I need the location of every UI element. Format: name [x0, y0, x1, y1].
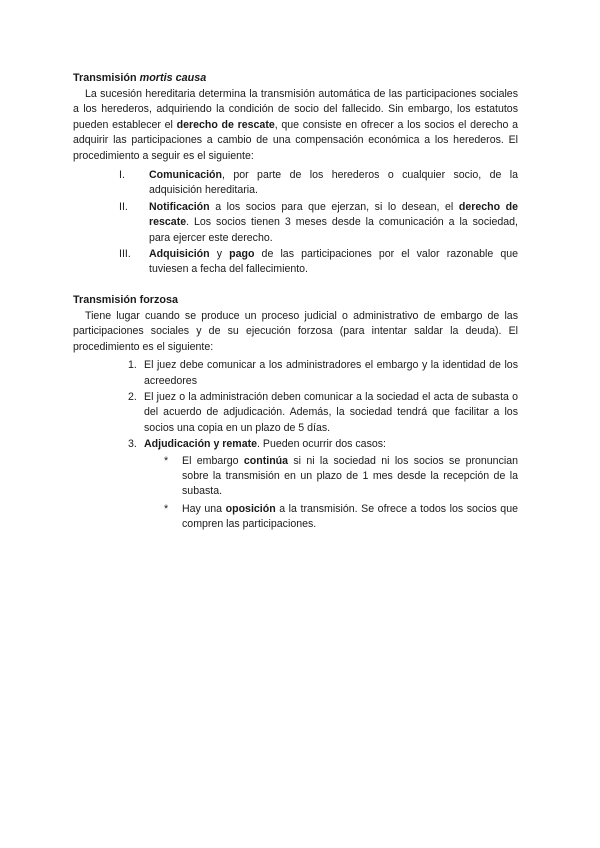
asterisk-bullet: * [164, 454, 169, 467]
item-text: de las participaciones por el valor razonable que tuviesen a fecha del fallecimiento. [149, 248, 518, 276]
item-bold: Notificación [149, 200, 210, 213]
item-bold: Adjudicación y remate [144, 438, 258, 451]
case-bold: continúa [243, 454, 289, 467]
title-prefix: Transmisión [73, 72, 140, 84]
section-mortis-causa [73, 71, 518, 278]
item-text: a los socios para que ejerzan, si lo desean, el [209, 200, 459, 213]
intro-paragraph [73, 87, 518, 164]
list-item [119, 200, 518, 246]
item-text: y [209, 248, 230, 261]
title-italic: mortis causa [139, 72, 207, 84]
list-number: III. [119, 248, 131, 261]
list-item [119, 168, 518, 199]
intro-text: La sucesión hereditaria determina la transmisión automática de las participaciones sociales a los herederos, adquiriendo la condición de socio del fallecido. Sin embargo, los estatutos pueden establecer el [73, 88, 518, 131]
list-number: 1. [128, 359, 137, 372]
bullet-item [164, 502, 518, 533]
roman-list [119, 168, 518, 278]
section-title-mortis-causa [73, 71, 518, 85]
section-title-forzosa: Transmisión forzosa [73, 293, 178, 306]
list-item [119, 247, 518, 278]
section-forzosa [73, 293, 518, 533]
list-number: II. [119, 200, 128, 213]
bullet-item [164, 454, 518, 500]
intro-paragraph: Tiene lugar cuando se produce un proceso judicial o administrativo de embargo de las participaciones sociales y de su ejecución forzosa (para intentar saldar la deuda). El procedimiento es el siguiente: [73, 309, 518, 353]
item-text: . Los socios tienen 3 meses desde la comunicación a la sociedad, para ejercer este derecho. [149, 216, 518, 244]
asterisk-bullet: * [164, 502, 169, 515]
bullet-list [164, 454, 518, 533]
item-text: , por parte de los herederos o cualquier socio, de la adquisición hereditaria. [149, 169, 518, 197]
numbered-list [128, 358, 518, 532]
list-number: 2. [128, 390, 137, 403]
intro-bold: derecho de rescate [176, 118, 275, 131]
case-text: Hay una [182, 502, 226, 515]
list-item [128, 390, 518, 436]
item-text: El juez o la administración deben comunicar a la sociedad el acta de subasta o del acuerdo de adjudicación. Además, la sociedad tendrá que facilitar a los socios una copia en un plazo de 5 días. [144, 390, 518, 434]
item-text: El juez debe comunicar a los administradores el embargo y la identidad de los acreedores [144, 359, 518, 387]
item-bold: Comunicación [149, 169, 222, 182]
list-number: I. [119, 169, 125, 182]
item-text: . Pueden ocurrir dos casos: [257, 438, 387, 451]
intro-text-end: , que consiste en ofrecer a los socios el derecho a adquirir las participaciones a cambio de una compensación económica a los herederos. El procedimiento a seguir es el siguiente: [73, 118, 518, 162]
list-item [128, 358, 518, 389]
document-content [73, 71, 518, 535]
list-item [128, 437, 518, 532]
item-bold: Adquisición [149, 248, 210, 261]
item-bold: derecho de rescate [149, 200, 518, 229]
list-number: 3. [128, 438, 137, 451]
case-text: El embargo [182, 454, 244, 467]
case-bold: oposición [225, 502, 276, 515]
case-text: a la transmisión. Se ofrece a todos los socios que compren las participaciones. [182, 502, 518, 531]
case-text: si ni la sociedad ni los socios se pronuncian sobre la transmisión en un plazo de 1 mes desde la recepción de la subasta. [182, 454, 518, 498]
item-bold: pago [229, 248, 255, 261]
